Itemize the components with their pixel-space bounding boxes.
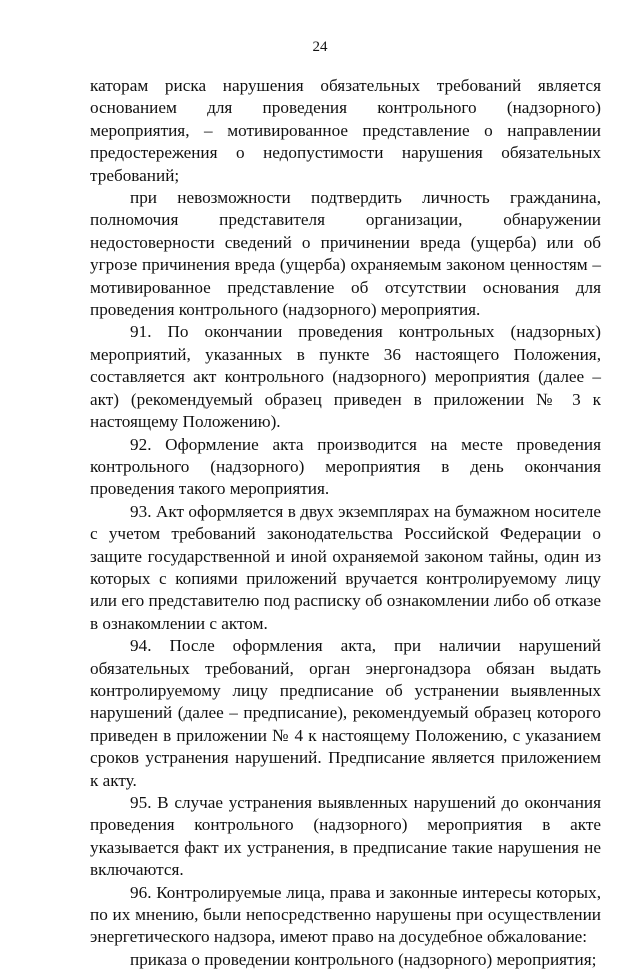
paragraph-93: 93. Акт оформляется в двух экземплярах на бумажном носителе с учетом требований законодательства Российской Федерации о защите государственной и иной охраняемой законом тайны, один из которых с копиями приложений вручается контролируемому лицу или его представителю под расписку об ознакомлении либо об отказе в ознакомлении с актом. [90, 501, 601, 633]
paragraph-identity-verification: при невозможности подтвердить личность гражданина, полномочия представителя организации, обнаружении недостоверности сведений о причинении вреда (ущерба) или об угрозе причинения вреда (ущерба) охраняемым законом ценностям – мотивированное представление об отсутствии основания для проведения контрольного (надзорного) мероприятия. [90, 188, 601, 320]
paragraph-continuation: каторам риска нарушения обязательных требований является основанием для проведения контрольного (надзорного) мероприятия, – мотивированное представление о направлении предостережения о недопустимости нарушения обязательных требований; [90, 76, 601, 185]
paragraph-order-appeal: приказа о проведении контрольного (надзорного) мероприятия; [130, 949, 597, 969]
paragraph-91: 91. По окончании проведения контрольных (надзорных) мероприятий, указанных в пункте 36 настоящего Положения, составляется акт контрольного (надзорного) мероприятия (далее – акт) (рекомендуемый образец приведен в приложении № 3 к настоящему Положению). [90, 322, 601, 432]
paragraph-95: 95. В случае устранения выявленных нарушений до окончания проведения контрольного (надзорного) мероприятия в акте указывается факт их устранения, в предписание такие нарушения не включаются. [90, 793, 601, 880]
paragraph-96: 96. Контролируемые лица, права и законные интересы которых, по их мнению, были непосредственно нарушены при осуществлении энергетического надзора, имеют право на досудебное обжалование: [90, 882, 601, 947]
page-number: 24 [312, 39, 328, 55]
paragraph-94: 94. После оформления акта, при наличии нарушений обязательных требований, орган энергонадзора обязан выдать контролируемому лицу предписание об устранении выявленных нарушений (далее – предписание), рекомендуемый образец которого приведен в приложении № 4 к настоящему Положению, с указанием сроков устранения нарушений. Предписание является приложением к акту. [90, 636, 601, 790]
paragraph-92: 92. Оформление акта производится на месте проведения контрольного (надзорного) мероприятия в день окончания проведения такого мероприятия. [90, 434, 601, 499]
document-body [90, 75, 601, 971]
